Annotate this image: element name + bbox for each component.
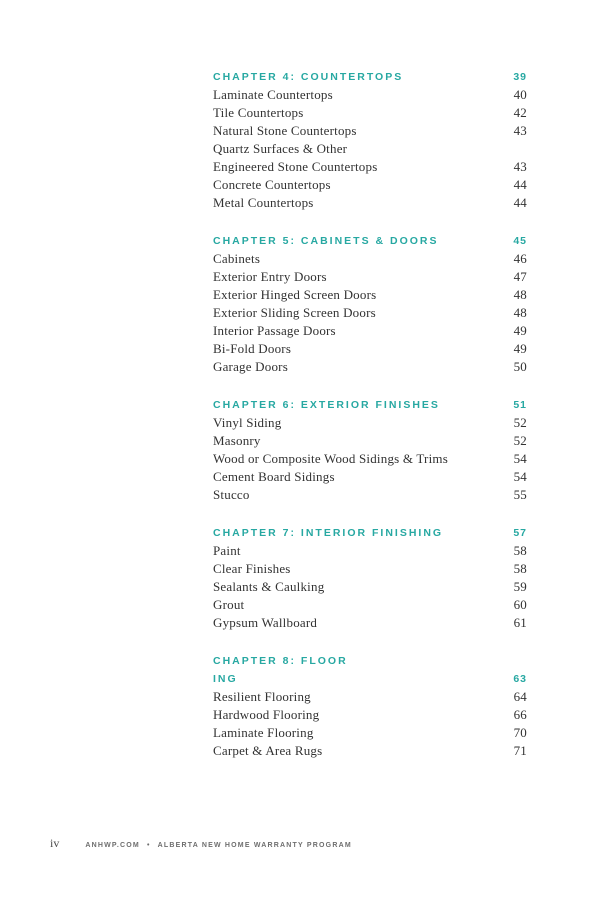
toc-entry-row[interactable] — [213, 158, 527, 176]
chapter-heading-row[interactable] — [213, 524, 527, 542]
toc-entry-label: Resilient Flooring — [213, 689, 311, 704]
toc-entry-row[interactable] — [213, 560, 527, 578]
toc-entry-page-number: 50 — [513, 359, 527, 374]
toc-entry-label: Stucco — [213, 487, 250, 502]
chapter-page-number: 51 — [513, 399, 527, 411]
toc-entry-page-number: 64 — [513, 689, 527, 704]
toc-entry-row[interactable] — [213, 122, 527, 140]
toc-entry-label: Quartz Surfaces & Other — [213, 141, 348, 156]
toc-entry-row[interactable] — [213, 322, 527, 340]
toc-entry-page-number: 49 — [513, 323, 527, 338]
toc-entry-row[interactable] — [213, 140, 527, 158]
toc-entry-label: Metal Countertops — [213, 195, 314, 210]
toc-entry-label: Exterior Entry Doors — [213, 269, 327, 284]
toc-entry-label: Wood or Composite Wood Sidings & Trims — [213, 451, 448, 466]
chapter-page-number: 39 — [513, 71, 527, 83]
toc-entry-page-number: 54 — [513, 469, 527, 484]
toc-entry-label: Grout — [213, 597, 245, 612]
toc-entry-page-number: 47 — [513, 269, 527, 284]
page-footer — [50, 836, 352, 851]
chapter-heading-label: CHAPTER 5: CABINETS & DOORS — [213, 235, 439, 247]
toc-entry-page-number: 52 — [513, 433, 527, 448]
toc-entry-label: Vinyl Siding — [213, 415, 282, 430]
chapter-heading-row[interactable] — [213, 396, 527, 414]
toc-entry-label: Paint — [213, 543, 241, 558]
chapter-heading-label: CHAPTER 4: COUNTERTOPS — [213, 71, 404, 83]
chapter-page-number: 45 — [513, 235, 527, 247]
toc-section — [213, 68, 527, 212]
toc-entry-label: Masonry — [213, 433, 261, 448]
toc-entry-page-number: 61 — [513, 615, 527, 630]
toc-entry-page-number: 60 — [513, 597, 527, 612]
chapter-heading-row[interactable] — [213, 68, 527, 86]
toc-entry-page-number: 70 — [513, 725, 527, 740]
toc-entry-label: Sealants & Caulking — [213, 579, 325, 594]
toc-entry-row[interactable] — [213, 176, 527, 194]
footer-program: ALBERTA NEW HOME WARRANTY PROGRAM — [157, 842, 352, 849]
toc-entry-label: Clear Finishes — [213, 561, 291, 576]
chapter-heading-row[interactable] — [213, 670, 527, 688]
toc-entry-row[interactable] — [213, 688, 527, 706]
toc-entry-row[interactable] — [213, 194, 527, 212]
toc-entry-label: Laminate Flooring — [213, 725, 314, 740]
toc-entry-label: Concrete Countertops — [213, 177, 331, 192]
footer-separator-dot: • — [146, 842, 151, 849]
table-of-contents — [213, 68, 527, 760]
toc-entry-row[interactable] — [213, 614, 527, 632]
toc-entry-row[interactable] — [213, 596, 527, 614]
toc-entry-page-number: 55 — [513, 487, 527, 502]
toc-entry-row[interactable] — [213, 742, 527, 760]
toc-entry-label: Natural Stone Countertops — [213, 123, 357, 138]
chapter-heading-label: ING — [213, 673, 238, 685]
toc-section — [213, 524, 527, 632]
toc-entry-page-number: 48 — [513, 287, 527, 302]
toc-entry-page-number: 43 — [513, 159, 527, 174]
chapter-heading-label: CHAPTER 7: INTERIOR FINISHING — [213, 527, 444, 539]
toc-entry-page-number: 48 — [513, 305, 527, 320]
footer-line — [85, 842, 352, 849]
toc-entry-row[interactable] — [213, 414, 527, 432]
toc-entry-page-number: 54 — [513, 451, 527, 466]
toc-entry-page-number: 44 — [513, 177, 527, 192]
toc-entry-label: Laminate Countertops — [213, 87, 333, 102]
toc-entry-page-number: 66 — [513, 707, 527, 722]
toc-entry-row[interactable] — [213, 104, 527, 122]
toc-entry-page-number: 46 — [513, 251, 527, 266]
toc-entry-label: Interior Passage Doors — [213, 323, 336, 338]
toc-entry-row[interactable] — [213, 450, 527, 468]
toc-entry-label: Exterior Hinged Screen Doors — [213, 287, 377, 302]
toc-entry-page-number: 52 — [513, 415, 527, 430]
toc-entry-row[interactable] — [213, 468, 527, 486]
toc-entry-page-number: 42 — [513, 105, 527, 120]
toc-section — [213, 232, 527, 376]
toc-entry-row[interactable] — [213, 706, 527, 724]
toc-entry-label: Exterior Sliding Screen Doors — [213, 305, 376, 320]
toc-entry-page-number: 44 — [513, 195, 527, 210]
chapter-heading-label: CHAPTER 6: EXTERIOR FINISHES — [213, 399, 440, 411]
toc-entry-label: Garage Doors — [213, 359, 288, 374]
toc-entry-label: Engineered Stone Countertops — [213, 159, 378, 174]
toc-entry-page-number: 58 — [513, 561, 527, 576]
chapter-page-number: 57 — [513, 527, 527, 539]
toc-entry-row[interactable] — [213, 724, 527, 742]
toc-entry-row[interactable] — [213, 340, 527, 358]
toc-entry-label: Tile Countertops — [213, 105, 304, 120]
toc-entry-page-number: 59 — [513, 579, 527, 594]
toc-entry-label: Gypsum Wallboard — [213, 615, 318, 630]
toc-section — [213, 652, 527, 760]
toc-entry-row[interactable] — [213, 358, 527, 376]
page-folio: iv — [50, 836, 60, 850]
toc-entry-label: Cement Board Sidings — [213, 469, 335, 484]
toc-entry-row[interactable] — [213, 86, 527, 104]
toc-entry-page-number: 49 — [513, 341, 527, 356]
toc-entry-label: Hardwood Flooring — [213, 707, 320, 722]
toc-entry-row[interactable] — [213, 578, 527, 596]
toc-entry-label: Bi-Fold Doors — [213, 341, 292, 356]
toc-entry-label: Carpet & Area Rugs — [213, 743, 323, 758]
toc-entry-row[interactable] — [213, 486, 527, 504]
toc-entry-row[interactable] — [213, 432, 527, 450]
toc-entry-row[interactable] — [213, 542, 527, 560]
toc-entry-label: Cabinets — [213, 251, 261, 266]
chapter-heading-row[interactable] — [213, 652, 527, 670]
toc-entry-row[interactable] — [213, 304, 527, 322]
toc-entry-page-number: 71 — [513, 743, 527, 758]
chapter-heading-label: CHAPTER 8: FLOOR — [213, 655, 348, 667]
toc-entry-row[interactable] — [213, 268, 527, 286]
toc-entry-row[interactable] — [213, 250, 527, 268]
toc-entry-row[interactable] — [213, 286, 527, 304]
toc-section — [213, 396, 527, 504]
footer-site: ANHWP.COM — [85, 842, 140, 849]
chapter-page-number: 63 — [513, 673, 527, 685]
toc-entry-page-number: 43 — [513, 123, 527, 138]
toc-entry-page-number: 40 — [513, 87, 527, 102]
chapter-heading-row[interactable] — [213, 232, 527, 250]
toc-entry-page-number: 58 — [513, 543, 527, 558]
